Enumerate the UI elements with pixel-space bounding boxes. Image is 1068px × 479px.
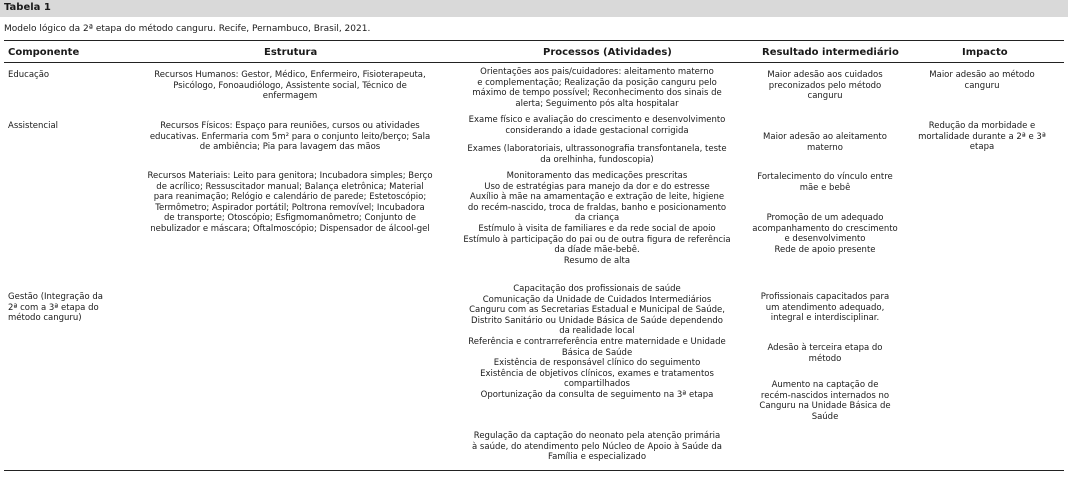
estrutura-cell-line: Termômetro; Aspirador portátil; Poltrona removível; Incubadora [155,202,425,213]
processos-cell-line: Referência e contrarreferência entre maternidade e Unidade [468,337,726,347]
impacto-cell-line: etapa [969,142,995,153]
impacto-cell-line: Redução da morbidade e [928,121,1036,131]
processos-cell-line: Regulação da captação do neonato pela atenção primária [473,431,721,441]
resultado-cell-line: Rede de apoio presente [774,244,876,255]
header-rule [4,62,1064,63]
estrutura-cell-line: Recursos Materiais: Leito para genitora; Incubadora simples; Berço [147,171,433,181]
processos-cell-line: Canguru com as Secretarias Estadual e Municipal de Saúde, [469,305,725,316]
resultado-cell-line: Saúde [811,411,839,422]
processos-cell-line: considerando a idade gestacional corrigida [505,125,689,136]
processos-cell-line: Existência de responsável clínico do seguimento [493,358,701,369]
estrutura-cell-line: de ambiência; Pia para lavagem das mãos [199,142,381,153]
bottom-rule [4,470,1064,471]
resultado-cell-line: acompanhamento do crescimento [752,223,898,234]
estrutura-cell-line: Recursos Humanos: Gestor, Médico, Enfermeiro, Fisioterapeuta, [154,70,426,80]
resultado-cell-line: mãe e bebê [799,182,851,193]
resultado-cell-line: e desenvolvimento [784,234,866,245]
header-componente: Componente [8,47,80,58]
table-label: Tabela 1 [4,2,51,13]
resultado-cell-line: Profissionais capacitados para [760,292,890,302]
estrutura-cell-line: de transporte; Otoscópio; Esfigmomanômetro; Conjunto de [164,213,416,224]
resultado-cell-line: Canguru na Unidade Básica de [759,401,891,412]
processos-cell-line: Auxílio à mãe na amamentação e extração de leite, higiene [469,192,725,203]
resultado-cell-line: método [808,353,842,364]
processos-cell-line: à saúde, do atendimento pelo Núcleo de Apoio à Saúde da [472,441,722,452]
estrutura-cell-line: Recursos Físicos: Espaço para reuniões, cursos ou atividades [160,121,420,131]
processos-cell-line: da criança [574,213,620,224]
processos-cell-line: e complementação; Realização da posição canguru pelo [477,77,717,88]
table-label-band [0,0,1068,17]
header-resultado: Resultado intermediário [762,47,899,58]
processos-cell-line: do recém-nascido, troca de fraldas, banho e posicionamento [467,202,727,213]
componente-cell-line: método canguru) [8,313,82,324]
processos-cell-line: alerta; Seguimento pós alta hospitalar [515,98,679,109]
processos-cell-line: Uso de estratégias para manejo da dor e do estresse [484,181,710,192]
processos-cell-line: Família e especializado [547,452,647,463]
processos-cell-line: Estímulo à visita de familiares e da rede social de apoio [478,224,716,234]
processos-cell-line: Orientações aos pais/cuidadores: aleitamento materno [480,67,714,77]
processos-cell-line: da realidade local [559,326,635,337]
top-rule [4,40,1064,41]
impacto-cell-line: canguru [964,80,1000,91]
componente-cell-line: 2ª com a 3ª etapa do [8,302,99,313]
estrutura-cell-line: educativas. Enfermaria com 5m² para o conjunto leito/berço; Sala [149,131,431,142]
header-processos: Processos (Atividades) [543,47,672,58]
processos-cell-line: Básica de Saúde [561,347,633,358]
estrutura-cell-line: Psicólogo, Fonoaudiólogo, Assistente social, Técnico de [173,80,407,91]
processos-cell-line: Resumo de alta [563,255,631,266]
processos-cell-line: da díade mãe-bebê. [554,245,640,256]
header-impacto: Impacto [962,47,1008,58]
processos-cell-line: Capacitação dos profissionais de saúde [513,284,681,294]
estrutura-cell-line: nebulizador e máscara; Oftalmoscópio; Dispensador de álcool-gel [150,224,430,234]
resultado-cell-line: integral e interdisciplinar. [770,313,880,324]
processos-cell-line: Monitoramento das medicações prescritas [506,171,688,181]
estrutura-cell-line: enfermagem [262,91,318,102]
resultado-cell-line: Fortalecimento do vínculo entre [757,172,893,182]
resultado-cell-line: canguru [807,91,843,102]
impacto-cell-line: mortalidade durante a 2ª e 3ª [918,131,1046,142]
processos-cell-line: Oportunização da consulta de seguimento na 3ª etapa [480,390,714,400]
header-estrutura: Estrutura [264,47,318,58]
resultado-cell-line: um atendimento adequado, [765,302,885,313]
processos-cell-line: Distrito Sanitário ou Unidade Básica de Saúde dependendo [471,315,723,326]
impacto-cell-line: Maior adesão ao método [929,70,1035,80]
resultado-cell-line: Adesão à terceira etapa do [767,343,883,353]
processos-cell-line: Estímulo à participação do pai ou de outra figura de referência [463,234,731,245]
resultado-cell-line: preconizados pelo método [768,80,882,91]
resultado-cell-line: recém-nascidos internados no [760,390,890,401]
componente-cell-line: Assistencial [8,121,59,131]
processos-cell-line: Comunicação da Unidade de Cuidados Intermediários [482,294,712,305]
resultado-cell-line: Promoção de um adequado [766,213,884,223]
componente-cell-line: Educação [8,70,50,80]
processos-cell-line: da orelhinha, fundoscopia) [540,154,654,165]
resultado-cell-line: Aumento na captação de [771,380,879,390]
resultado-cell-line: Maior adesão ao aleitamento [763,132,887,142]
processos-cell-line: compartilhados [564,379,630,390]
resultado-cell-line: materno [807,142,843,153]
resultado-cell-line: Maior adesão aos cuidados [767,70,883,80]
estrutura-cell-line: para reanimação; Relógio e calendário de parede; Estetoscópio; [153,192,427,203]
processos-cell-line: Exame físico e avaliação do crescimento e desenvolvimento [468,115,726,125]
processos-cell-line: Existência de objetivos clínicos, exames e tratamentos [480,368,714,379]
estrutura-cell-line: de acrílico; Ressuscitador manual; Balança eletrônica; Material [156,181,424,192]
processos-cell-line: máximo de tempo possível; Reconhecimento dos sinais de [472,88,722,99]
componente-cell-line: Gestão (Integração da [8,292,103,302]
processos-cell-line: Exames (laboratoriais, ultrassonografia transfontanela, teste [467,144,727,154]
table-caption: Modelo lógico da 2ª etapa do método canguru. Recife, Pernambuco, Brasil, 2021. [4,24,371,34]
